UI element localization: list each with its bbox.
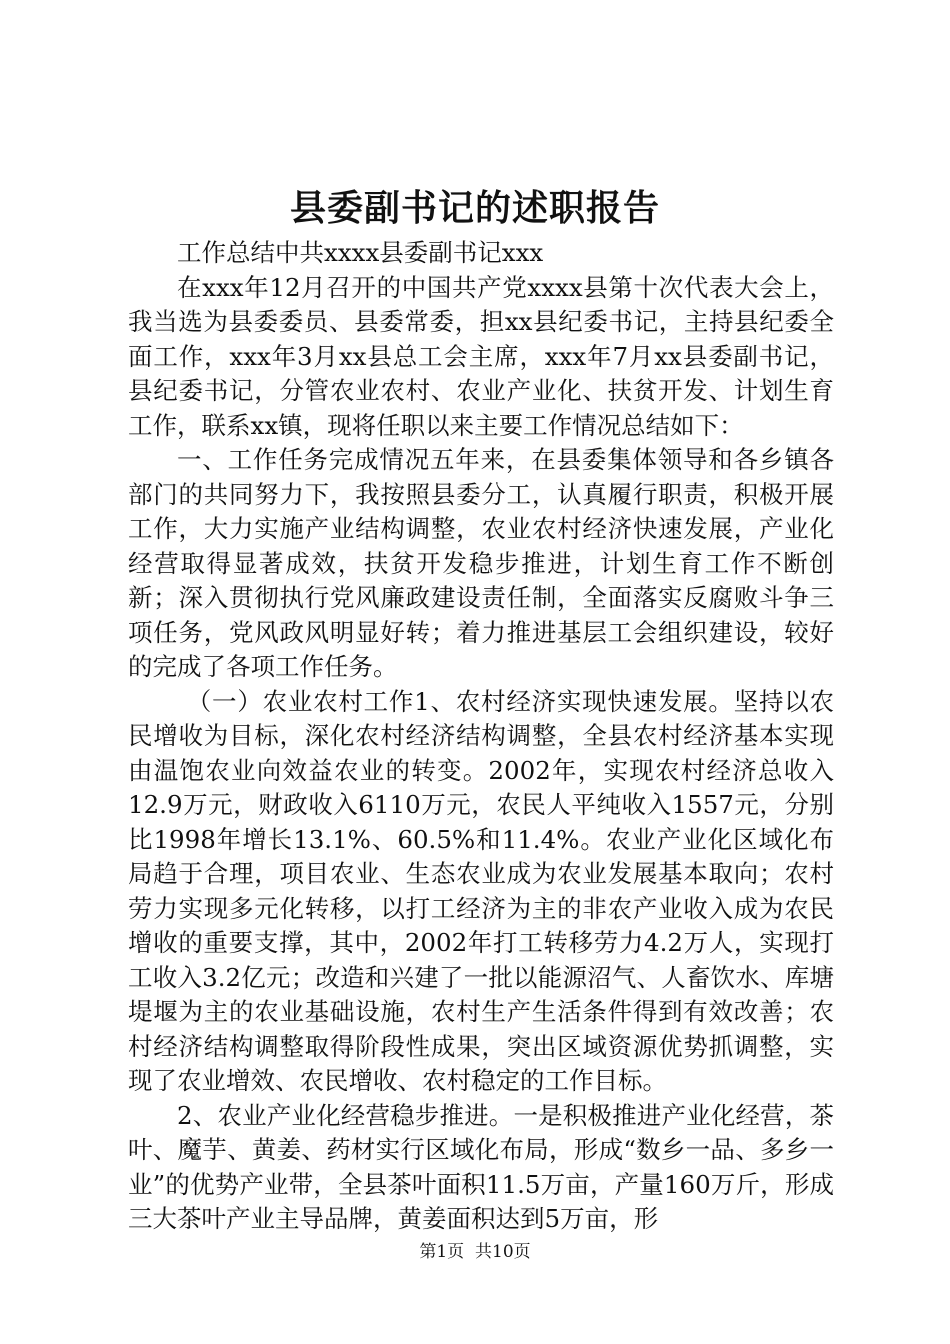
document-body — [128, 236, 834, 1237]
paragraph-agriculture: （一）农业农村工作1、农村经济实现快速发展。坚持以农民增收为目标，深化农村经济结构调整，全县农村经济基本实现由温饱农业向效益农业的转变。2002年，实现农村经济总收入12.9万元，财政收入6110万元，农民人平纯收入1557元，分别比1998年增长13.1%、60.5%和11.4%。农业产业化区域化布局趋于合理，项目农业、生态农业成为农业发展基本取向；农村劳力实现多元化转移，以打工经济为主的非农产业收入成为农民增收的重要支撑，其中，2002年打工转移劳力4.2万人，实现打工收入3.2亿元；改造和兴建了一批以能源沼气、人畜饮水、库塘堤堰为主的农业基础设施，农村生产生活条件得到有效改善；农村经济结构调整取得阶段性成果，突出区域资源优势抓调整，实现了农业增效、农民增收、农村稳定的工作目标。 — [128, 686, 834, 1095]
document-title: 县委副书记的述职报告 — [289, 187, 660, 229]
page-number: 第1页 — [419, 1242, 465, 1262]
paragraph-section-one: 一、工作任务完成情况五年来，在县委集体领导和各乡镇各部门的共同努力下，我按照县委分工，认真履行职责，积极开展工作，大力实施产业结构调整，农业农村经济快速发展，产业化经营取得显著成效，扶贫开发稳步推进，计划生育工作不断创新；深入贯彻执行党风廉政建设责任制，全面落实反腐败斗争三项任务，党风政风明显好转；着力推进基层工会组织建设，较好的完成了各项工作任务。 — [128, 445, 834, 681]
paragraph-intro: 在xxx年12月召开的中国共产党xxxx县第十次代表大会上，我当选为县委委员、县委常委，担xx县纪委书记，主持县纪委全面工作，xxx年3月xx县总工会主席，xxx年7月xx县委副书记，县纪委书记，分管农业农村、农业产业化、扶贫开发、计划生育工作，联系xx镇，现将任职以来主要工作情况总结如下： — [128, 272, 834, 440]
paragraph-industrialization: 2、农业产业化经营稳步推进。一是积极推进产业化经营，茶叶、魔芋、黄姜、药材实行区域化布局，形成“数乡一品、多乡一业”的优势产业带，全县茶叶面积11.5万亩，产量160万斤，形成三大茶叶产业主导品牌，黄姜面积达到5万亩，形 — [128, 1100, 834, 1233]
page-total: 共10页 — [475, 1242, 531, 1262]
page-footer — [0, 1240, 950, 1264]
paragraph-subtitle: 工作总结中共xxxx县委副书记xxx — [177, 238, 544, 267]
footer-spacer — [464, 1242, 475, 1262]
